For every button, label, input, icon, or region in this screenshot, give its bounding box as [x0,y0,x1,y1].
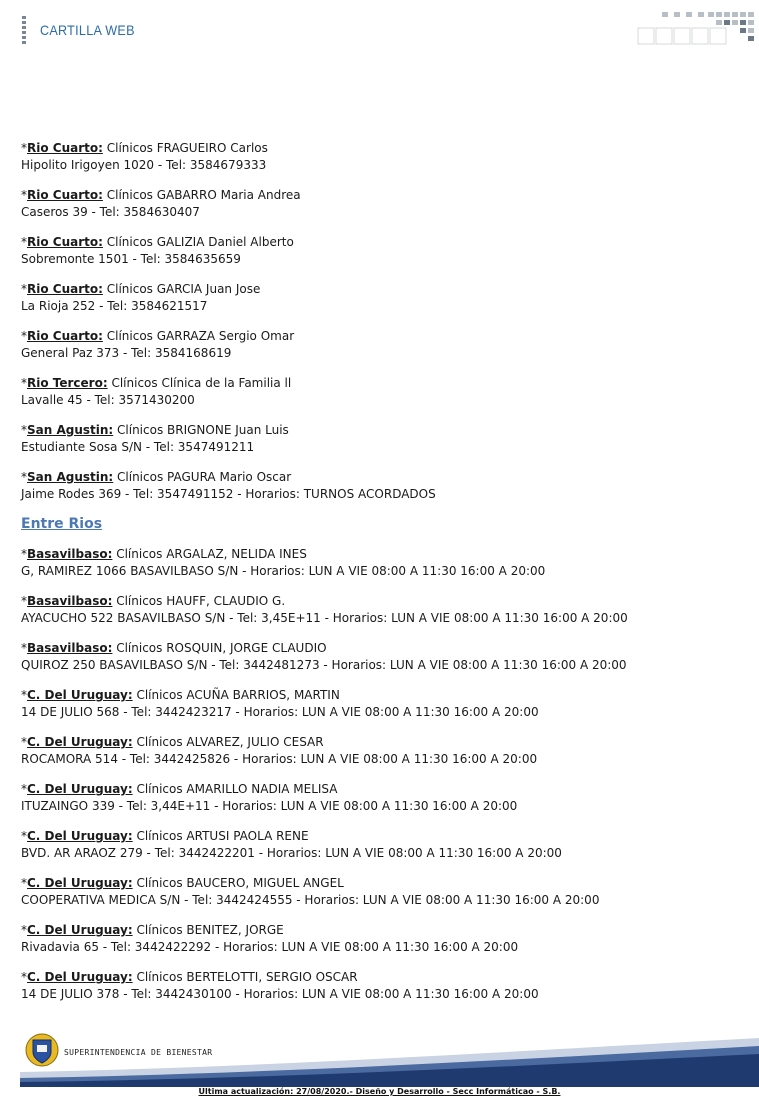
provider-entry [21,187,741,221]
entry-provider-name: Clínicos ROSQUIN, JORGE CLAUDIO [112,641,327,655]
entry-location: San Agustin: [27,470,114,484]
entry-address: Sobremonte 1501 - Tel: 3584635659 [21,252,241,266]
entry-address: General Paz 373 - Tel: 3584168619 [21,346,232,360]
entry-provider-name: Clínicos BERTELOTTI, SERGIO OSCAR [132,970,358,984]
entry-bullet: * [21,376,27,390]
provider-entry [21,734,741,768]
header-decoration [634,12,759,48]
entry-bullet: * [21,329,27,343]
entry-address: 14 DE JULIO 378 - Tel: 3442430100 - Horarios: LUN A VIE 08:00 A 11:30 16:00 A 20:00 [21,987,539,1001]
entry-location: Rio Cuarto: [27,329,103,343]
entry-location: Rio Cuarto: [27,235,103,249]
entry-provider-name: Clínicos PAGURA Mario Oscar [113,470,292,484]
provider-entry [21,546,741,580]
entry-bullet: * [21,188,27,202]
provider-entry [21,828,741,862]
entry-location: Rio Cuarto: [27,282,103,296]
entry-address: Rivadavia 65 - Tel: 3442422292 - Horarios: LUN A VIE 08:00 A 11:30 16:00 A 20:00 [21,940,519,954]
provider-entry [21,781,741,815]
institution-shield-icon [24,1033,60,1067]
entry-bullet: * [21,235,27,249]
entry-provider-name: Clínicos FRAGUEIRO Carlos [102,141,268,155]
entry-bullet: * [21,282,27,296]
footer-brand: SUPERINTENDENCIA DE BIENESTAR [64,1048,213,1057]
section-title-entre-rios[interactable]: Entre Rios [21,516,103,532]
entry-address: AYACUCHO 522 BASAVILBASO S/N - Tel: 3,45E+11 - Horarios: LUN A VIE 08:00 A 11:30 16:00 A 20:00 [21,611,628,625]
entry-provider-name: Clínicos GARCIA Juan Jose [102,282,261,296]
entry-bullet: * [21,547,27,561]
provider-entry [21,593,741,627]
entry-bullet: * [21,923,27,937]
entry-address: La Rioja 252 - Tel: 3584621517 [21,299,208,313]
entry-provider-name: Clínicos BRIGNONE Juan Luis [113,423,289,437]
entry-bullet: * [21,470,27,484]
entry-address: Estudiante Sosa S/N - Tel: 3547491211 [21,440,255,454]
entry-location: Rio Cuarto: [27,188,103,202]
entry-bullet: * [21,782,27,796]
entry-bullet: * [21,594,27,608]
entry-address: G, RAMIREZ 1066 BASAVILBASO S/N - Horarios: LUN A VIE 08:00 A 11:30 16:00 A 20:00 [21,564,546,578]
entry-location: Basavilbaso: [27,641,113,655]
entry-address: Jaime Rodes 369 - Tel: 3547491152 - Horarios: TURNOS ACORDADOS [21,487,436,501]
entry-bullet: * [21,970,27,984]
entry-location: C. Del Uruguay: [27,782,133,796]
entry-provider-name: Clínicos ARGALAZ, NELIDA INES [112,547,307,561]
entry-location: Rio Tercero: [27,376,108,390]
page-title: CARTILLA WEB [40,22,135,38]
entry-location: C. Del Uruguay: [27,876,133,890]
entry-bullet: * [21,735,27,749]
entry-address: Lavalle 45 - Tel: 3571430200 [21,393,195,407]
provider-entry [21,469,741,503]
entry-bullet: * [21,423,27,437]
entry-bullet: * [21,141,27,155]
provider-entry [21,687,741,721]
entry-location: C. Del Uruguay: [27,829,133,843]
entry-bullet: * [21,829,27,843]
entry-address: 14 DE JULIO 568 - Tel: 3442423217 - Horarios: LUN A VIE 08:00 A 11:30 16:00 A 20:00 [21,705,539,719]
directory-content [21,140,741,1016]
entry-location: Rio Cuarto: [27,141,103,155]
entry-location: Basavilbaso: [27,547,113,561]
entry-location: C. Del Uruguay: [27,970,133,984]
entry-location: Basavilbaso: [27,594,113,608]
entry-address: QUIROZ 250 BASAVILBASO S/N - Tel: 3442481273 - Horarios: LUN A VIE 08:00 A 11:30 16:00 A 20:00 [21,658,627,672]
entry-address: BVD. AR ARAOZ 279 - Tel: 3442422201 - Horarios: LUN A VIE 08:00 A 11:30 16:00 A 20:00 [21,846,562,860]
entry-address: COOPERATIVA MEDICA S/N - Tel: 3442424555 - Horarios: LUN A VIE 08:00 A 11:30 16:00 A 20:00 [21,893,600,907]
entry-location: C. Del Uruguay: [27,923,133,937]
entry-location: C. Del Uruguay: [27,688,133,702]
entry-provider-name: Clínicos HAUFF, CLAUDIO G. [112,594,286,608]
entry-location: C. Del Uruguay: [27,735,133,749]
entry-address: ROCAMORA 514 - Tel: 3442425826 - Horarios: LUN A VIE 08:00 A 11:30 16:00 A 20:00 [21,752,538,766]
provider-entry [21,328,741,362]
entry-provider-name: Clínicos ARTUSI PAOLA RENE [132,829,309,843]
entry-provider-name: Clínicos GALIZIA Daniel Alberto [102,235,294,249]
entry-bullet: * [21,641,27,655]
provider-entry [21,422,741,456]
provider-entry [21,375,741,409]
entry-location: San Agustin: [27,423,114,437]
provider-entry [21,234,741,268]
entry-provider-name: Clínicos GARRAZA Sergio Omar [102,329,295,343]
entry-provider-name: Clínicos GABARRO Maria Andrea [102,188,301,202]
entry-provider-name: Clínicos ALVAREZ, JULIO CESAR [132,735,324,749]
entry-provider-name: Clínicos ACUÑA BARRIOS, MARTIN [132,688,340,702]
provider-entry [21,640,741,674]
entry-provider-name: Clínicos BAUCERO, MIGUEL ANGEL [132,876,344,890]
entry-list-entre-rios [21,546,741,1003]
entry-bullet: * [21,688,27,702]
provider-entry [21,875,741,909]
header-accent-bar [22,16,26,46]
entry-list-cordoba [21,140,741,503]
provider-entry [21,922,741,956]
entry-provider-name: Clínicos AMARILLO NADIA MELISA [132,782,338,796]
provider-entry [21,140,741,174]
entry-provider-name: Clínicos BENITEZ, JORGE [132,923,284,937]
entry-bullet: * [21,876,27,890]
entry-address: ITUZAINGO 339 - Tel: 3,44E+11 - Horarios: LUN A VIE 08:00 A 11:30 16:00 A 20:00 [21,799,518,813]
footer-update-text: Ultima actualización: 27/08/2020.- Diseño y Desarrollo - Secc Informáticao - S.B. [198,1087,561,1096]
provider-entry [21,969,741,1003]
entry-address: Hipolito Irigoyen 1020 - Tel: 3584679333 [21,158,267,172]
entry-address: Caseros 39 - Tel: 3584630407 [21,205,200,219]
entry-provider-name: Clínicos Clínica de la Familia ll [107,376,292,390]
provider-entry [21,281,741,315]
